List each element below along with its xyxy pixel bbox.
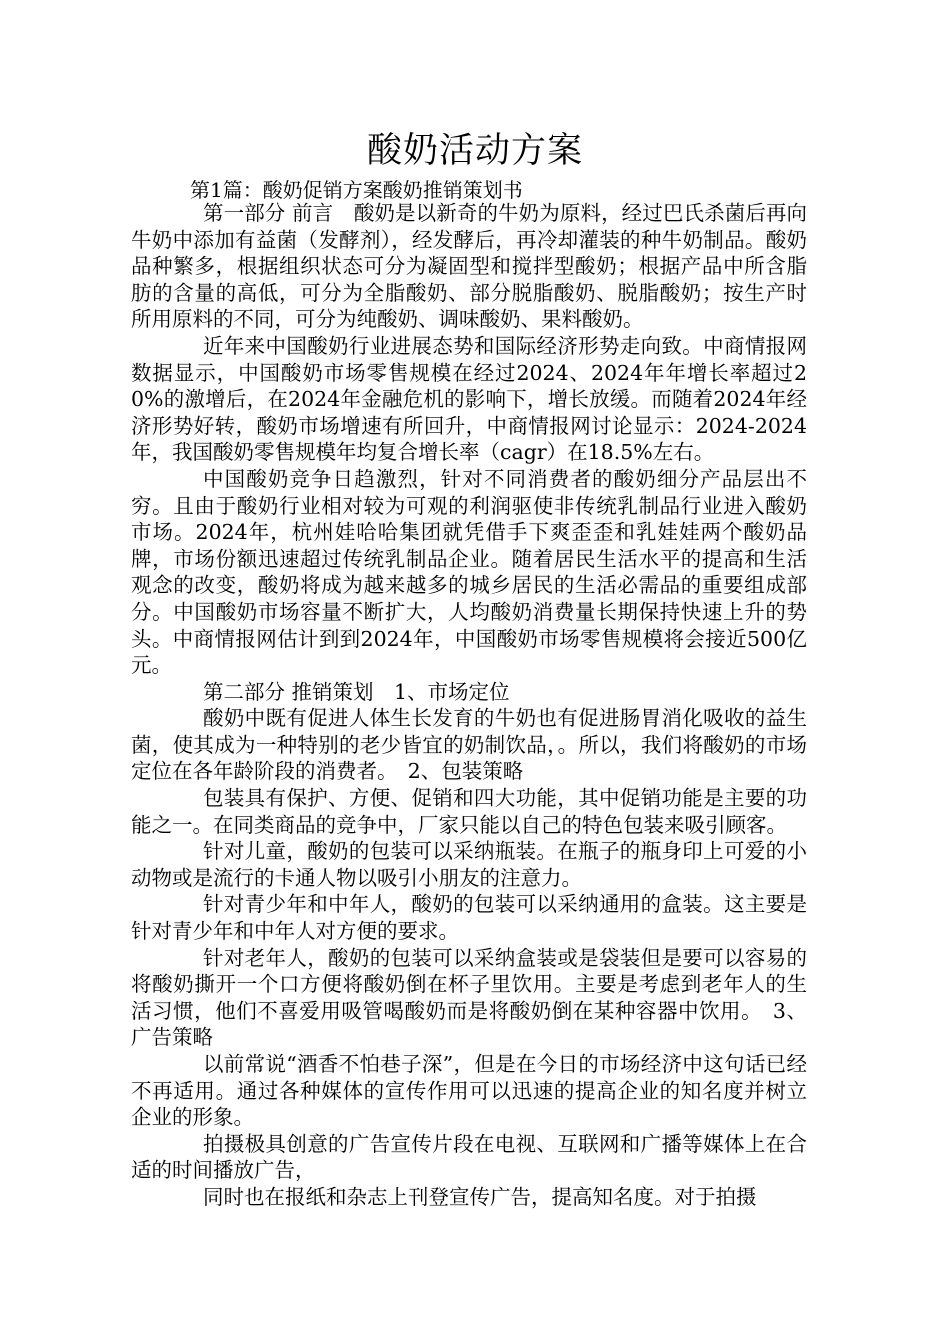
- paragraph: 中国酸奶竞争日趋激烈，针对不同消费者的酸奶细分产品层出不穷。且由于酸奶行业相对较为可观的利润驱使非传统乳制品行业进入酸奶市场。2024年，杭州娃哈哈集团就凭借手下爽歪歪和乳娃娃两个酸奶品牌，市场份额迅速超过传统乳制品企业。随着居民生活水平的提高和生活观念的改变，酸奶将成为越来越多的城乡居民的生活必需品的重要组成部分。中国酸奶市场容量不断扩大，人均酸奶消费量长期保持快速上升的势头。中商情报网估计到到2024年，中国酸奶市场零售规模将会接近500亿元。: [131, 466, 807, 678]
- paragraph: 以前常说“酒香不怕巷子深”，但是在今日的市场经济中这句话已经不再适用。通过各种媒体的宣传作用可以迅速的提高企业的知名度并树立企业的形象。: [131, 1052, 807, 1130]
- paragraph: 拍摄极具创意的广告宣传片段在电视、互联网和广播等媒体上在合适的时间播放广告，: [131, 1131, 807, 1183]
- paragraph: 包装具有保护、方便、促销和四大功能，其中促销功能是主要的功能之一。在同类商品的竞争中，厂家只能以自己的特色包装来吸引顾客。: [131, 786, 807, 837]
- paragraph: 针对老年人，酸奶的包装可以采纳盒装或是袋装但是要可以容易的将酸奶撕开一个口方便将酸奶倒在杯子里饮用。主要是考虑到老年人的生活习惯，他们不喜爱用吸管喝酸奶而是将酸奶倒在某种容器中饮用。 3、广告策略: [131, 945, 807, 1050]
- paragraph: 针对青少年和中年人，酸奶的包装可以采纳通用的盒装。这主要是针对青少年和中年人对方便的要求。: [131, 892, 807, 944]
- paragraph: 近年来中国酸奶行业进展态势和国际经济形势走向致。中商情报网数据显示，中国酸奶市场零售规模在经过2024、2024年年增长率超过20%的激增后，在2024年金融危机的影响下，增长放缓。而随着2024年经济形势好转，酸奶市场增速有所回升，中商情报网讨论显示：2024-2024年，我国酸奶零售规模年均复合增长率（cagr）在18.5%左右。: [131, 333, 807, 465]
- document-subtitle: 第1篇：酸奶促销方案酸奶推销策划书: [190, 178, 523, 202]
- document-title: 酸奶活动方案: [366, 131, 583, 171]
- document-body: [131, 200, 807, 1211]
- paragraph: 酸奶中既有促进人体生长发育的牛奶也有促进肠胃消化吸收的益生菌，使其成为一种特别的老少皆宜的奶制饮品，。所以，我们将酸奶的市场定位在各年龄阶段的消费者。 2、包装策略: [131, 706, 807, 784]
- paragraph: 同时也在报纸和杂志上刊登宣传广告，提高知名度。对于拍摄: [203, 1184, 757, 1209]
- paragraph: 针对儿童，酸奶的包装可以采纳瓶装。在瓶子的瓶身印上可爱的小动物或是流行的卡通人物以吸引小朋友的注意力。: [131, 839, 807, 890]
- paragraph: 第二部分 推销策划 1、市场定位: [203, 679, 510, 704]
- paragraph: 第一部分 前言 酸奶是以新奇的牛奶为原料，经过巴氏杀菌后再向牛奶中添加有益菌（发酵剂），经发酵后，再冷却灌装的种牛奶制品。酸奶品种繁多，根据组织状态可分为凝固型和搅拌型酸奶；根据产品中所含脂肪的含量的高低，可分为全脂酸奶、部分脱脂酸奶、脱脂酸奶；按生产时所用原料的不同，可分为纯酸奶、调味酸奶、果料酸奶。: [131, 201, 807, 332]
